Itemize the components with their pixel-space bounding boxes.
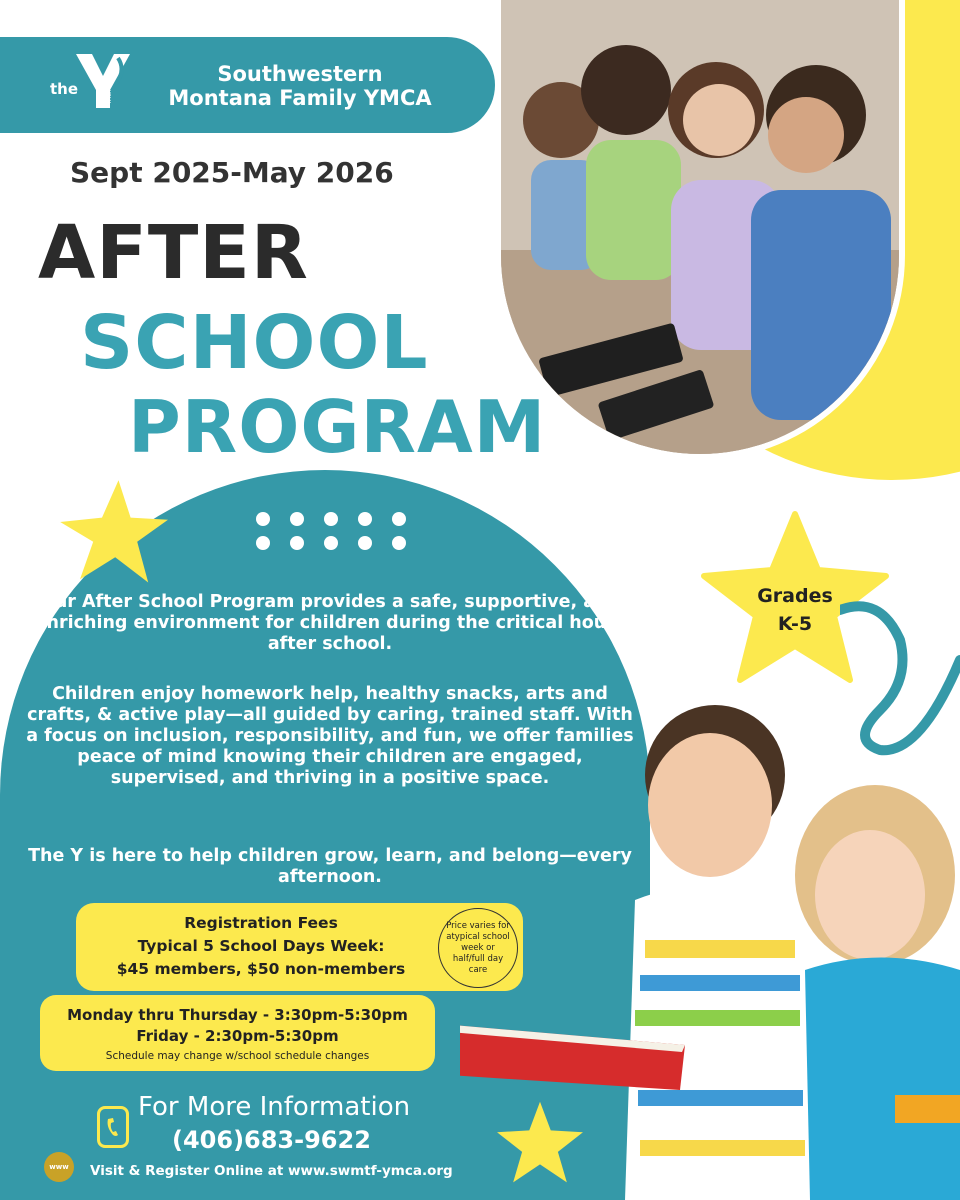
logo-ymca-text: YMCA [107, 89, 114, 105]
org-name-line1: Southwestern [217, 62, 383, 86]
bottom-star-icon [495, 1100, 585, 1185]
description-paragraph-3: The Y is here to help children grow, learn, and belong—every afternoon. [28, 846, 632, 887]
ymca-logo-icon [72, 50, 134, 112]
organization-name [150, 62, 450, 110]
fees-text [86, 912, 436, 981]
title-after: AFTER [38, 210, 309, 296]
schedule-friday: Friday - 2:30pm-5:30pm [136, 1027, 339, 1045]
org-name-line2: Montana Family YMCA [168, 86, 432, 110]
grades-line2: K-5 [777, 613, 813, 635]
schedule-note: Schedule may change w/school schedule changes [105, 1050, 370, 1062]
fees-heading: Registration Fees [184, 914, 338, 932]
grades-label [745, 582, 845, 638]
phone-icon [97, 1106, 129, 1148]
program-dates: Sept 2025-May 2026 [70, 156, 394, 189]
title-program: PROGRAM [128, 385, 547, 469]
schedule-mon-thu: Monday thru Thursday - 3:30pm-5:30pm [67, 1006, 408, 1024]
description-paragraph-1: Our After School Program provides a safe, supportive, and enriching environment for children during the critical hours after school. [34, 592, 626, 654]
price-note-badge: Price varies for atypical school week or half/full day care [438, 908, 518, 988]
more-info-label: For More Information [138, 1092, 411, 1122]
logo-the-text: the [50, 80, 79, 98]
grades-line1: Grades [757, 585, 833, 607]
fees-week: Typical 5 School Days Week: [137, 937, 385, 955]
title-school: SCHOOL [80, 300, 429, 386]
globe-icon: www [44, 1152, 74, 1182]
phone-number[interactable]: (406)683-9622 [172, 1126, 371, 1154]
schedule-text [40, 1005, 435, 1047]
description-paragraph-2: Children enjoy homework help, healthy snacks, arts and crafts, & active play—all guided by caring, trained staff. With a focus on inclusion, responsibility, and fun, we offer families peace of mind knowing their children are engaged, supervised, and thriving in a positive space. [26, 684, 634, 788]
children-reading-photo [495, 0, 905, 460]
website-link[interactable]: Visit & Register Online at www.swmtf-ymca.org [90, 1163, 453, 1179]
fees-price: $45 members, $50 non-members [116, 960, 406, 978]
star-icon [58, 478, 168, 588]
